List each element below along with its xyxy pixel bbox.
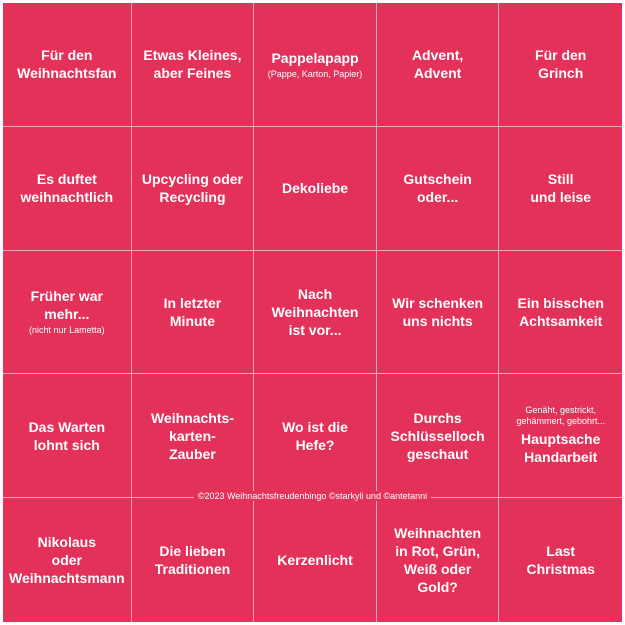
cell-title: Upcycling oder Recycling: [141, 171, 244, 206]
cell-note: (nicht nur Lametta): [29, 325, 105, 336]
cell-title: Kerzenlicht: [277, 552, 353, 569]
cell-title: Das Warten lohnt sich: [28, 418, 106, 453]
cell-title: Weihnachts- karten- Zauber: [150, 409, 234, 462]
cell-title: Dekoliebe: [281, 180, 349, 197]
cell-title: Etwas Kleines, aber Feines: [143, 47, 242, 82]
bingo-cell[interactable]: [499, 374, 622, 498]
cell-title: Durchs Schlüsselloch geschaut: [390, 409, 485, 462]
bingo-cell[interactable]: [3, 251, 132, 375]
bingo-grid: [3, 3, 622, 622]
cell-title: Die lieben Traditionen: [154, 543, 231, 578]
bingo-cell[interactable]: [254, 374, 377, 498]
bingo-cell[interactable]: [377, 127, 500, 251]
bingo-cell[interactable]: [377, 251, 500, 375]
cell-title: In letzter Minute: [163, 294, 222, 329]
bingo-cell[interactable]: [499, 251, 622, 375]
bingo-cell[interactable]: [3, 374, 132, 498]
bingo-cell[interactable]: [377, 374, 500, 498]
cell-title: Wo ist die Hefe?: [282, 418, 348, 453]
bingo-cell[interactable]: [499, 3, 622, 127]
bingo-cell[interactable]: [132, 3, 255, 127]
bingo-cell[interactable]: [132, 127, 255, 251]
bingo-cell[interactable]: [132, 498, 255, 622]
cell-title: Wir schenken uns nichts: [392, 294, 484, 329]
cell-title: Für den Grinch: [535, 47, 587, 82]
bingo-cell[interactable]: [254, 498, 377, 622]
bingo-cell[interactable]: [254, 251, 377, 375]
cell-title: Hauptsache Handarbeit: [521, 431, 601, 466]
cell-title: Weihnachten in Rot, Grün, Weiß oder Gold?: [394, 525, 482, 596]
bingo-cell[interactable]: [254, 127, 377, 251]
bingo-cell[interactable]: [132, 374, 255, 498]
copyright-credit: [0, 491, 625, 502]
cell-note: Genäht, gestrickt, gehämmert, gebohrt...: [516, 405, 605, 427]
cell-title: Nach Weihnachten ist vor...: [271, 285, 359, 338]
cell-title: Für den Weihnachtsfan: [17, 47, 117, 82]
bingo-cell[interactable]: [132, 251, 255, 375]
bingo-cell[interactable]: [254, 3, 377, 127]
bingo-cell[interactable]: [3, 3, 132, 127]
cell-title: Last Christmas: [526, 543, 595, 578]
cell-title: Gutschein oder...: [403, 171, 472, 206]
cell-title: Früher war mehr...: [30, 288, 103, 323]
bingo-cell[interactable]: [499, 127, 622, 251]
cell-title: Ein bisschen Achtsamkeit: [517, 294, 604, 329]
credit-text: ©2023 Weihnachtsfreudenbingo ©starkyli und ©antetanni: [194, 491, 431, 501]
bingo-cell[interactable]: [377, 498, 500, 622]
bingo-cell[interactable]: [3, 498, 132, 622]
cell-title: Still und leise: [530, 171, 592, 206]
cell-title: Es duftet weihnachtlich: [20, 171, 114, 206]
cell-title: Pappelapapp: [271, 49, 359, 66]
cell-title: Nikolaus oder Weihnachtsmann: [9, 534, 125, 587]
cell-note: (Pappe, Karton, Papier): [267, 68, 363, 79]
bingo-cell[interactable]: [377, 3, 500, 127]
cell-title: Advent, Advent: [411, 47, 464, 82]
bingo-cell[interactable]: [499, 498, 622, 622]
bingo-cell[interactable]: [3, 127, 132, 251]
